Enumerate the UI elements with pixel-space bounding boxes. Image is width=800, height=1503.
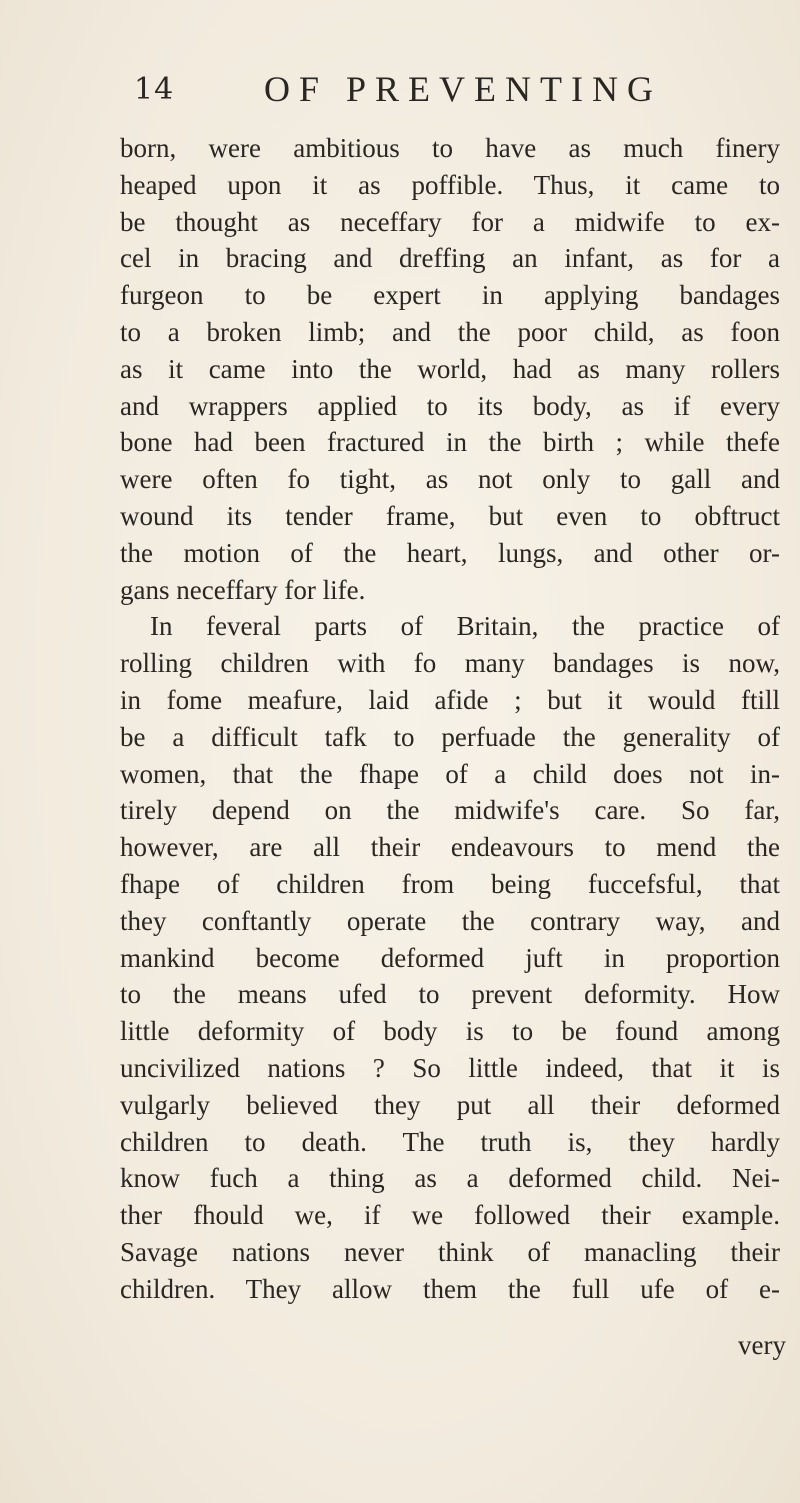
running-head: OF PREVENTING	[264, 69, 663, 109]
body-text	[120, 130, 780, 1308]
page-header	[0, 68, 800, 118]
text-line: cel in bracing and dreffing an infant, as for a	[120, 243, 780, 274]
text-line: children. They allow them the full ufe of e-	[120, 1273, 780, 1304]
text-line: Savage nations never think of manacling their	[120, 1236, 780, 1267]
text-line: to a broken limb; and the poor child, as foon	[120, 316, 780, 347]
text-line: however, are all their endeavours to mend the	[120, 832, 780, 863]
text-line: the motion of the heart, lungs, and other or-	[120, 537, 780, 568]
text-line: in fome meafure, laid afide ; but it would ftill	[120, 684, 780, 715]
text-line: ther fhould we, if we followed their example.	[120, 1200, 780, 1231]
text-line: tirely depend on the midwife's care. So far,	[120, 795, 780, 826]
text-line: little deformity of body is to be found among	[120, 1016, 780, 1047]
text-line: bone had been fractured in the birth ; while thefe	[120, 427, 780, 458]
text-line: uncivilized nations ? So little indeed, that it is	[120, 1052, 780, 1083]
text-line: gans neceffary for life.	[120, 574, 366, 605]
text-line: be thought as neceffary for a midwife to ex-	[120, 206, 780, 237]
text-line: were often fo tight, as not only to gall and	[120, 464, 780, 495]
text-line: rolling children with fo many bandages is now,	[120, 648, 780, 679]
paragraph-start-line: In feveral parts of Britain, the practice of	[150, 611, 780, 642]
text-line: born, were ambitious to have as much finery	[120, 133, 780, 163]
text-line: as it came into the world, had as many rollers	[120, 353, 780, 384]
text-line: women, that the fhape of a child does not in-	[120, 758, 780, 789]
text-line: heaped upon it as poffible. Thus, it came to	[120, 169, 780, 200]
text-line: know fuch a thing as a deformed child. Nei-	[120, 1163, 780, 1194]
text-line: children to death. The truth is, they hardly	[120, 1126, 780, 1157]
text-line: wound its tender frame, but even to obftruct	[120, 500, 780, 531]
text-line: and wrappers applied to its body, as if every	[120, 390, 780, 421]
catchword: very	[738, 1330, 786, 1360]
text-line: they conftantly operate the contrary way, and	[120, 905, 780, 936]
text-line: furgeon to be expert in applying bandages	[120, 280, 780, 311]
text-line: to the means ufed to prevent deformity. How	[120, 979, 780, 1010]
text-line: vulgarly believed they put all their deformed	[120, 1089, 780, 1120]
page-number: 14	[134, 72, 175, 107]
text-line: be a difficult tafk to perfuade the generality of	[120, 721, 780, 752]
text-line: mankind become deformed juft in proportion	[120, 942, 780, 973]
text-line: fhape of children from being fuccefsful, that	[120, 868, 780, 899]
